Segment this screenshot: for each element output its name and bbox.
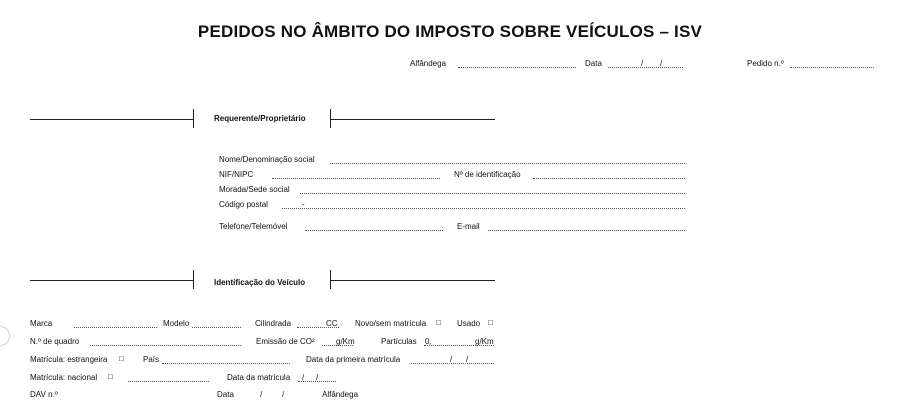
section-bracket-left [193,109,194,128]
nif-label: NIF/NIPC [219,170,254,179]
section-rule-left [30,119,193,120]
data-matricula-sep-2: / [316,373,319,382]
email-label: E-mail [457,222,480,231]
dav-data-label: Data [217,390,234,399]
novo-label: Novo/sem matrícula [355,319,427,328]
pedido-label: Pedido n.º [747,59,784,68]
matricula-estrangeira-checkbox[interactable]: □ [119,354,124,363]
cc-label: CC [326,319,338,328]
data-primeira-label: Data da primeira matrícula [306,355,401,364]
codigo-postal-separator: - [302,200,305,209]
vehicle-section-bracket-left [193,270,194,289]
matricula-estrangeira-label: Matrícula: estrangeira [30,355,108,364]
page-title: PEDIDOS NO ÂMBITO DO IMPOSTO SOBRE VEÍCULOS – ISV [197,22,703,41]
data-primeira-sep-2: / [466,355,469,364]
matricula-nacional-checkbox[interactable]: □ [108,372,113,381]
email-field[interactable] [488,230,685,231]
data-primeira-field[interactable] [411,363,494,364]
pais-label: País [143,355,160,364]
data-label: Data [585,59,602,68]
morada-label: Morada/Sede social [219,185,290,194]
alfandega-label: Alfândega [410,59,447,68]
marca-label: Marca [30,319,53,328]
cilindrada-label: Cilindrada [255,319,292,328]
dav-date-sep-1: / [260,390,263,399]
data-field[interactable] [608,67,683,68]
pedido-field[interactable] [790,67,874,68]
emissao-label: Emissão de CO² [256,337,315,346]
side-circle-mark [0,326,10,346]
identificacao-field[interactable] [533,178,685,179]
novo-checkbox[interactable]: □ [436,318,441,327]
data-matricula-label: Data da matrícula [227,373,291,382]
modelo-label: Modelo [163,319,190,328]
codigo-postal-field[interactable] [282,208,685,209]
marca-field[interactable] [74,327,157,328]
quadro-field[interactable] [90,345,241,346]
modelo-field[interactable] [192,327,241,328]
matricula-nacional-label: Matrícula: nacional [30,373,98,382]
particulas-unit: g/Km [475,337,494,346]
dav-label: DAV n.º [30,390,58,399]
telefone-field[interactable] [305,230,443,231]
date-sep-1: / [641,59,644,68]
section-rule-right [330,119,495,120]
alfandega-field[interactable] [458,67,576,68]
dav-date-sep-2: / [282,390,285,399]
nome-label: Nome/Denominação social [219,155,315,164]
morada-field[interactable] [300,193,685,194]
data-primeira-sep-1: / [450,355,453,364]
emissao-unit: g/Km [336,337,355,346]
vehicle-section-rule-right [330,280,495,281]
quadro-label: N.º de quadro [30,337,80,346]
telefone-label: Telefone/Telemóvel [219,222,288,231]
nome-field[interactable] [330,163,685,164]
usado-checkbox[interactable]: □ [488,318,493,327]
nif-field[interactable] [272,178,440,179]
vehicle-section-rule-left [30,280,193,281]
section-title-veiculo: Identificação do Veículo [214,278,306,287]
identificacao-label: Nº de identificação [454,170,521,179]
dav-alfandega-label: Alfândega [322,390,359,399]
matricula-nacional-field[interactable] [128,381,209,382]
particulas-value: 0, [425,337,432,346]
particulas-label: Partículas [381,337,417,346]
codigo-postal-label: Código postal [219,200,268,209]
pais-field[interactable] [162,363,290,364]
data-matricula-sep-1: / [302,373,305,382]
usado-label: Usado [457,319,481,328]
date-sep-2: / [660,59,663,68]
section-title-requerente: Requerente/Proprietário [214,114,306,123]
